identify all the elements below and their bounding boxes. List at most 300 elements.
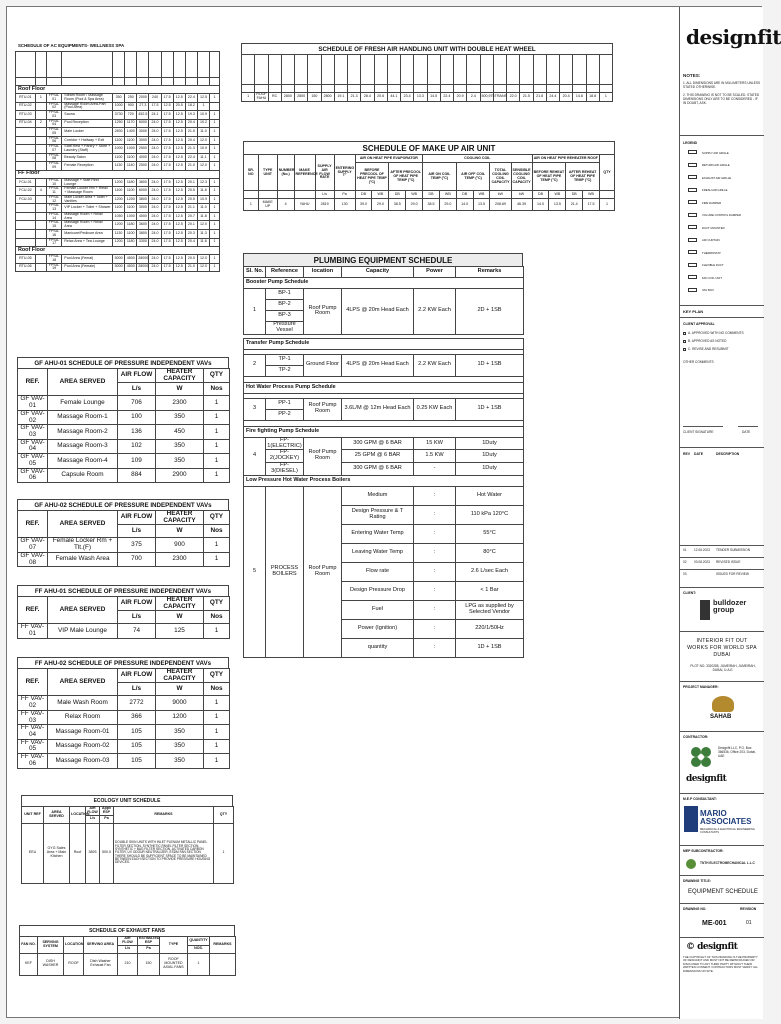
table-cell: 3730	[113, 111, 125, 120]
table-cell: GF VAV-02	[18, 410, 48, 424]
fire-ref-3: FP-3(DIESEL)	[266, 463, 304, 476]
table-cell: 24.0	[149, 145, 161, 154]
boiler-sep: :	[414, 562, 456, 581]
vav-unit: L/s	[118, 683, 156, 696]
table-cell: 4000	[137, 212, 149, 221]
sub-name: TNTH ELECTROMECHANICAL L.L.C	[700, 861, 755, 865]
table-cell: 105	[118, 725, 156, 739]
table-cell: Pool Area (Femal)	[62, 255, 113, 264]
unit-cell	[258, 191, 277, 199]
vav-header-row	[18, 669, 230, 683]
ac-equipment-header-cell	[113, 52, 125, 78]
table-cell: 12.5	[173, 229, 185, 238]
client-name: bulldozer group	[713, 598, 747, 615]
client-approval-panel	[680, 317, 764, 447]
approval-option-c[interactable]	[683, 347, 729, 351]
table-cell: 17.5	[161, 136, 173, 145]
table-cell: 13.3	[414, 93, 427, 102]
unit-cell: WB	[406, 191, 423, 199]
table-cell	[35, 136, 46, 145]
ac-equipment-header-cell	[46, 52, 61, 78]
vav-unit: Nos	[204, 525, 230, 538]
makeup-hdr-make: MAKE REFERENCE	[294, 155, 315, 191]
vav-hdr-ref: REF.	[18, 669, 48, 696]
table-cell: 1	[204, 439, 230, 453]
table-row	[18, 468, 230, 482]
ecology-hdr-airflow: AIR FLOW	[87, 806, 98, 814]
table-cell: FCU-01	[16, 178, 36, 187]
table-cell: Massage Room-01	[48, 725, 118, 739]
table-cell	[16, 136, 36, 145]
table-cell: 20.3	[185, 229, 197, 238]
table-cell: 29.0	[439, 199, 456, 211]
approval-c-checkbox[interactable]	[683, 348, 686, 351]
table-cell: Massage Room + Relax Area	[62, 212, 113, 221]
table-cell: 350	[156, 410, 204, 424]
table-row	[16, 145, 220, 154]
unit-cell: Pa	[334, 191, 355, 199]
vav-unit: Nos	[204, 611, 230, 624]
table-cell: 12.5	[197, 94, 209, 103]
project-panel	[680, 631, 764, 681]
table-cell: 1100	[125, 153, 137, 162]
fire-remarks-3: 1Duty	[456, 463, 524, 476]
unit-cell: WB	[439, 191, 456, 199]
notes-title: NOTES:	[683, 73, 701, 78]
note-2: 2. THIS DRAWING IS NOT TO BE SCALED. STATED DIMENSIONS ONLY ARE TO BE CONSIDERED - IF IN DOUBT, ASK.	[683, 93, 760, 105]
approval-option-a[interactable]	[683, 331, 744, 335]
table-cell: 1100	[113, 187, 125, 196]
table-cell	[35, 195, 46, 204]
table-cell: FPSA-10	[46, 178, 61, 187]
table-cell: 2900	[156, 468, 204, 482]
table-cell: 17.5	[161, 195, 173, 204]
legend-item: VAV BOX	[702, 288, 714, 292]
table-cell: 366	[118, 710, 156, 724]
table-cell: 2300	[156, 552, 204, 566]
table-cell: 452.5	[137, 111, 149, 120]
table-cell: 1	[210, 178, 220, 187]
table-cell: FF VAV-06	[18, 754, 48, 768]
table-cell: 1200	[113, 178, 125, 187]
key-plan-panel	[680, 305, 764, 317]
exhaust-fanno: KEF	[20, 953, 38, 975]
makeup-hdr-before-reheat: BEFORE REHEAT OF HEAT PIPE TEMP (°C)	[532, 163, 566, 191]
table-cell: 14.5	[427, 93, 440, 102]
vav-unit: W	[156, 525, 204, 538]
table-cell: 2772	[118, 696, 156, 710]
boiler-param: Flow rate	[342, 562, 414, 581]
unit-cell: DB	[389, 191, 406, 199]
table-cell: 12.5	[161, 102, 173, 111]
table-cell	[35, 153, 46, 162]
table-cell: FF VAV-02	[18, 696, 48, 710]
ac-equipment-header-row	[16, 52, 220, 78]
table-cell: GF VAV-08	[18, 552, 48, 566]
ecology-unit-airflow: L/s	[86, 815, 100, 823]
drawing-title: EQUIPMENT SCHEDULE	[688, 889, 758, 895]
exhaust-unit-qty: NOS.	[188, 945, 210, 953]
table-cell: 21.0	[185, 263, 197, 272]
ecology-esp: 500.0	[100, 823, 114, 883]
table-cell: FPSA-09	[46, 162, 61, 171]
hotwater-ref-2: PP-2	[266, 409, 304, 420]
table-cell: FPSA-03	[46, 111, 61, 120]
ecology-qty: 1	[214, 823, 234, 883]
booster-ref-2: BP-2	[266, 300, 304, 311]
makeup-hdr-type: TYPE UNIT	[258, 155, 277, 191]
table-cell: 2	[35, 119, 46, 128]
table-cell: 1	[210, 263, 220, 272]
transfer-ref-2: TP-2	[266, 365, 304, 376]
approval-a-checkbox[interactable]	[683, 332, 686, 335]
table-cell: VIP Male Lounge	[48, 624, 118, 638]
ac-equipment-header-cell	[161, 52, 173, 78]
table-cell: 17.5	[161, 145, 173, 154]
table-cell: 17.5	[161, 212, 173, 221]
table-cell: 1	[210, 94, 220, 103]
legend-symbol-icon	[688, 150, 697, 154]
table-cell: 12.0	[197, 136, 209, 145]
table-cell: 2830	[113, 128, 125, 137]
rev-cell: 03	[683, 572, 687, 576]
table-cell: 20.4	[185, 119, 197, 128]
unit-cell: WB	[473, 191, 490, 199]
table-cell: 3800	[137, 195, 149, 204]
vav-table-title: FF AHU-01 SCHEDULE OF PRESSURE INDEPENDENT VAVs	[17, 585, 229, 596]
approval-option-b[interactable]	[683, 339, 726, 343]
table-cell: 28.4	[361, 93, 374, 102]
boiler-sep: :	[414, 600, 456, 619]
makeup-data-row	[244, 199, 615, 211]
table-cell: Relax Room	[48, 710, 118, 724]
fire-power-3: -	[414, 463, 456, 476]
legend-item: EXHAUST AIR GRILLE	[702, 175, 732, 180]
boiler-value: 80°C	[456, 543, 524, 562]
table-cell: GF VAV-01	[18, 396, 48, 410]
legend-panel	[680, 135, 764, 305]
table-cell: 24.4	[546, 93, 559, 102]
fire-remarks-2: 1Duty	[456, 450, 524, 463]
booster-section-title: Booster Pump Schedule	[244, 278, 524, 289]
approval-b-checkbox[interactable]	[683, 340, 686, 343]
table-cell: 24.0	[149, 255, 161, 264]
unit-cell: WB	[583, 191, 600, 199]
revision-number: 01	[746, 920, 752, 926]
table-cell: Male Locker	[62, 128, 113, 137]
table-cell: 4500	[125, 263, 137, 272]
table-cell: Massage Room Area-Part (Pool Area)	[62, 102, 113, 111]
makeup-hdr-qty: QTY	[600, 155, 615, 191]
brand-logo: designfit	[686, 25, 781, 49]
vav-hdr-qty: QTY	[204, 669, 230, 683]
ac-equipment-unit-cell	[173, 78, 185, 86]
table-cell: 12.5	[173, 136, 185, 145]
vav-unit: L/s	[118, 383, 156, 396]
ac-equipment-header-cell	[210, 52, 220, 78]
table-cell: 10.9	[197, 111, 209, 120]
table-cell: RTU-05	[16, 255, 36, 264]
ac-equipment-header-cell	[197, 52, 209, 78]
table-row	[18, 710, 230, 724]
table-cell: RTU-04	[16, 119, 36, 128]
table-cell: 3000	[137, 136, 149, 145]
table-cell: 19.3	[185, 111, 197, 120]
table-cell: 1	[35, 94, 46, 103]
table-row	[16, 102, 220, 111]
table-cell: 1	[204, 538, 230, 552]
unit-cell: WB	[372, 191, 389, 199]
ac-equipment-schedule	[15, 43, 220, 348]
table-cell: 20.4	[185, 238, 197, 247]
table-cell: Female Locker Rm + Relax + Massage Room	[62, 187, 113, 196]
table-cell: 1200	[156, 710, 204, 724]
table-cell: 17.5	[161, 204, 173, 213]
table-cell: 29.0	[372, 199, 389, 211]
table-cell: 20.5	[173, 102, 185, 111]
makeup-hdr-after-precool: AFTER PRECOOL OF HEAT PIPE TEMP (°C)	[389, 163, 423, 191]
table-cell: 21.0	[185, 162, 197, 171]
boiler-sep: :	[414, 505, 456, 524]
table-cell: 12.5	[173, 221, 185, 230]
table-cell	[16, 221, 36, 230]
table-cell: 11.0	[197, 204, 209, 213]
makeup-group-2: COOLING COIL	[423, 155, 533, 163]
table-row	[18, 439, 230, 453]
plumbing-hdr-power: Power	[414, 267, 456, 278]
table-cell: 2800	[281, 93, 294, 102]
table-cell: MAKE UP	[258, 199, 277, 211]
table-cell: 12.5	[173, 187, 185, 196]
vav-unit: Nos	[204, 683, 230, 696]
table-cell: 38.5	[423, 199, 440, 211]
table-cell: 21.3	[185, 145, 197, 154]
table-cell: 720	[125, 111, 137, 120]
exhaust-table	[19, 936, 236, 976]
table-row	[18, 739, 230, 753]
table-cell: 11.3	[197, 229, 209, 238]
boiler-no: 5	[244, 486, 266, 657]
table-cell	[35, 102, 46, 111]
unit-cell: WB	[549, 191, 566, 199]
transfer-ref-1: TP-1	[266, 354, 304, 365]
boiler-param: Design Pressure & T Rating	[342, 505, 414, 524]
table-cell: 1100	[125, 187, 137, 196]
legend-symbol-icon	[688, 288, 697, 292]
table-cell: 12.5	[173, 128, 185, 137]
legend-title: LEGEND	[683, 141, 698, 145]
legend-symbol-icon	[688, 213, 697, 217]
table-cell: 1	[204, 739, 230, 753]
table-cell: 19.1	[334, 93, 347, 102]
boiler-param: Power (Ignition)	[342, 619, 414, 638]
table-cell: 2800	[295, 93, 308, 102]
rev-cell: REVISED ISSUE	[716, 560, 741, 564]
table-cell: 1	[204, 624, 230, 638]
approval-b-label: B. APPROVED AS NOTED	[688, 339, 727, 343]
ac-equipment-header-cell	[149, 52, 161, 78]
legend-symbol-icon	[688, 263, 697, 267]
table-cell: FPSA-08	[46, 153, 61, 162]
table-cell: 17.5	[161, 94, 173, 103]
fresh-air-data-row	[242, 93, 613, 102]
table-cell	[16, 153, 36, 162]
vav-table-title: FF AHU-02 SCHEDULE OF PRESSURE INDEPENDENT VAVs	[17, 657, 229, 668]
table-cell: 3800	[137, 229, 149, 238]
vav-hdr-ref: REF.	[18, 511, 48, 538]
table-row	[18, 454, 230, 468]
mep-subtitle: MECHANICAL & ELECTRICAL ENGINEERING CONSULTANTS	[700, 828, 755, 835]
table-cell: 1	[204, 468, 230, 482]
table-cell: 12.5	[173, 263, 185, 272]
table-cell: FPSA-19	[46, 263, 61, 272]
table-cell: 1180	[125, 178, 137, 187]
table-cell: 17.5	[161, 238, 173, 247]
boiler-param: Fuel	[342, 600, 414, 619]
legend-symbol-icon	[688, 200, 697, 204]
table-cell: 11.8	[197, 212, 209, 221]
vav-table-grid	[17, 368, 230, 483]
hotwater-section-title: Hot Water Process Pump Schedule	[244, 382, 524, 393]
table-cell: 4	[277, 199, 294, 211]
fresh-air-table	[241, 54, 613, 102]
table-row	[16, 187, 220, 196]
drawing-no-label: DRAWING NO.	[683, 907, 707, 911]
table-cell: 12.5	[173, 111, 185, 120]
table-cell: 21.5	[520, 93, 533, 102]
table-cell: 12.0	[197, 162, 209, 171]
table-cell: Male Wash Room	[48, 696, 118, 710]
exhaust-area: Dish Washer Exhaust Fan	[84, 953, 118, 975]
table-cell: 24.0	[149, 238, 161, 247]
table-cell: 1	[204, 754, 230, 768]
vav-header-row	[18, 597, 230, 611]
table-cell: 21.5	[185, 128, 197, 137]
unit-cell	[600, 191, 615, 199]
table-cell: 150	[308, 93, 321, 102]
table-cell: 9000	[156, 696, 204, 710]
vav-hdr-qty: QTY	[204, 597, 230, 611]
unit-cell: kW	[511, 191, 532, 199]
table-cell: 13.5	[549, 199, 566, 211]
table-cell: 1	[204, 396, 230, 410]
pm-name: SAHAB	[710, 714, 732, 720]
exhaust-hdr-esp: ESTIMATED ESP	[139, 936, 160, 944]
table-row	[18, 538, 230, 552]
boiler-row	[244, 486, 524, 505]
table-cell: 21.8	[533, 93, 546, 102]
copyright-panel	[680, 937, 764, 1019]
table-cell: 1000	[125, 145, 137, 154]
makeup-air-table	[243, 154, 615, 211]
ac-equipment-unit-cell	[161, 78, 173, 86]
table-cell: Female Wash Area	[48, 552, 118, 566]
boiler-param: Entering Water Temp	[342, 524, 414, 543]
table-cell: 1	[210, 187, 220, 196]
boiler-param: Leaving Water Temp	[342, 543, 414, 562]
vav-hdr-area: AREA SERVED	[48, 369, 118, 396]
vav-table	[17, 499, 229, 567]
makeup-hdr-esp: ENTERING SUPPLY T°	[334, 155, 355, 191]
table-cell: 24.0	[149, 263, 161, 272]
table-cell	[35, 212, 46, 221]
table-cell: Massage Room + Relax Area	[62, 221, 113, 230]
table-cell: FPSA-12	[46, 195, 61, 204]
exhaust-hdr-type: TYPE	[160, 937, 188, 954]
table-cell: 1	[210, 221, 220, 230]
table-cell: 12.5	[173, 238, 185, 247]
vav-unit: L/s	[118, 611, 156, 624]
table-cell: Massage Room-03	[48, 754, 118, 768]
ac-equipment-table	[15, 51, 220, 272]
table-cell: FPSA-18	[46, 255, 61, 264]
legend-symbol-icon	[688, 225, 697, 229]
table-cell: 1100	[125, 229, 137, 238]
exhaust-hdr-airflow: AIR FLOW	[118, 937, 138, 946]
ac-equipment-unit-cell	[113, 78, 125, 86]
table-cell: 109	[118, 454, 156, 468]
boiler-value: 2.6 L/sec Each	[456, 562, 524, 581]
makeup-units-row	[244, 191, 615, 199]
table-cell: 3000	[137, 204, 149, 213]
note-1: 1. ALL DIMENSIONS ARE IN MILLIMETERS UNLESS STATED OTHERWISE.	[683, 81, 761, 89]
contractor-label: CONTRACTOR:	[683, 735, 709, 739]
rev-divider	[680, 569, 764, 570]
makeup-air-title: SCHEDULE OF MAKE UP AIR UNIT	[243, 141, 615, 154]
table-cell: 10.9	[197, 145, 209, 154]
table-cell: 20.9	[454, 93, 467, 102]
legend-symbol-icon	[688, 188, 697, 192]
table-cell: 1	[204, 552, 230, 566]
table-cell: 1	[204, 425, 230, 439]
client-label: CLIENT:	[683, 591, 696, 595]
vav-hdr-area: AREA SERVED	[48, 669, 118, 696]
exhaust-hdr-fanno: FAN NO.	[20, 937, 38, 954]
table-cell: 21.4	[566, 199, 583, 211]
vav-table	[17, 357, 229, 483]
table-cell: FCU-03	[16, 195, 36, 204]
table-cell	[16, 162, 36, 171]
ac-equipment-unit-cell	[16, 78, 36, 86]
exhaust-airflow: 210	[118, 953, 138, 975]
vav-hdr-qty: QTY	[204, 369, 230, 383]
makeup-hdr-air-on-coil: AIR ON COIL TEMP (°C)	[423, 163, 457, 191]
table-row	[16, 111, 220, 120]
rev-cell: ISSUED FOR REVIEW	[716, 572, 749, 576]
hotwater-ref-1: PP-1	[266, 398, 304, 409]
boiler-value: 110 kPa 120°C	[456, 505, 524, 524]
legend-symbol-icon	[688, 175, 697, 179]
table-cell: 12.5	[173, 145, 185, 154]
table-cell: 1	[244, 199, 259, 211]
boiler-sep: :	[414, 524, 456, 543]
table-cell: 1130	[113, 162, 125, 171]
vav-table	[17, 657, 229, 769]
table-row	[16, 204, 220, 213]
table-cell	[35, 178, 46, 187]
table-cell: ROOF FAHU	[256, 92, 267, 100]
table-cell: 44.1	[387, 93, 400, 102]
exhaust-esp: 150	[138, 953, 160, 975]
mep-subcontractor-panel	[680, 845, 764, 875]
table-cell: 5000	[113, 255, 125, 264]
approval-c-label: C. REVISE AND RESUBMIT	[688, 347, 729, 351]
table-cell: GF VAV-07	[18, 538, 48, 552]
table-cell: 1	[210, 128, 220, 137]
legend-symbol-icon	[688, 250, 697, 254]
title-block	[679, 7, 781, 1019]
boiler-sep: :	[414, 486, 456, 505]
